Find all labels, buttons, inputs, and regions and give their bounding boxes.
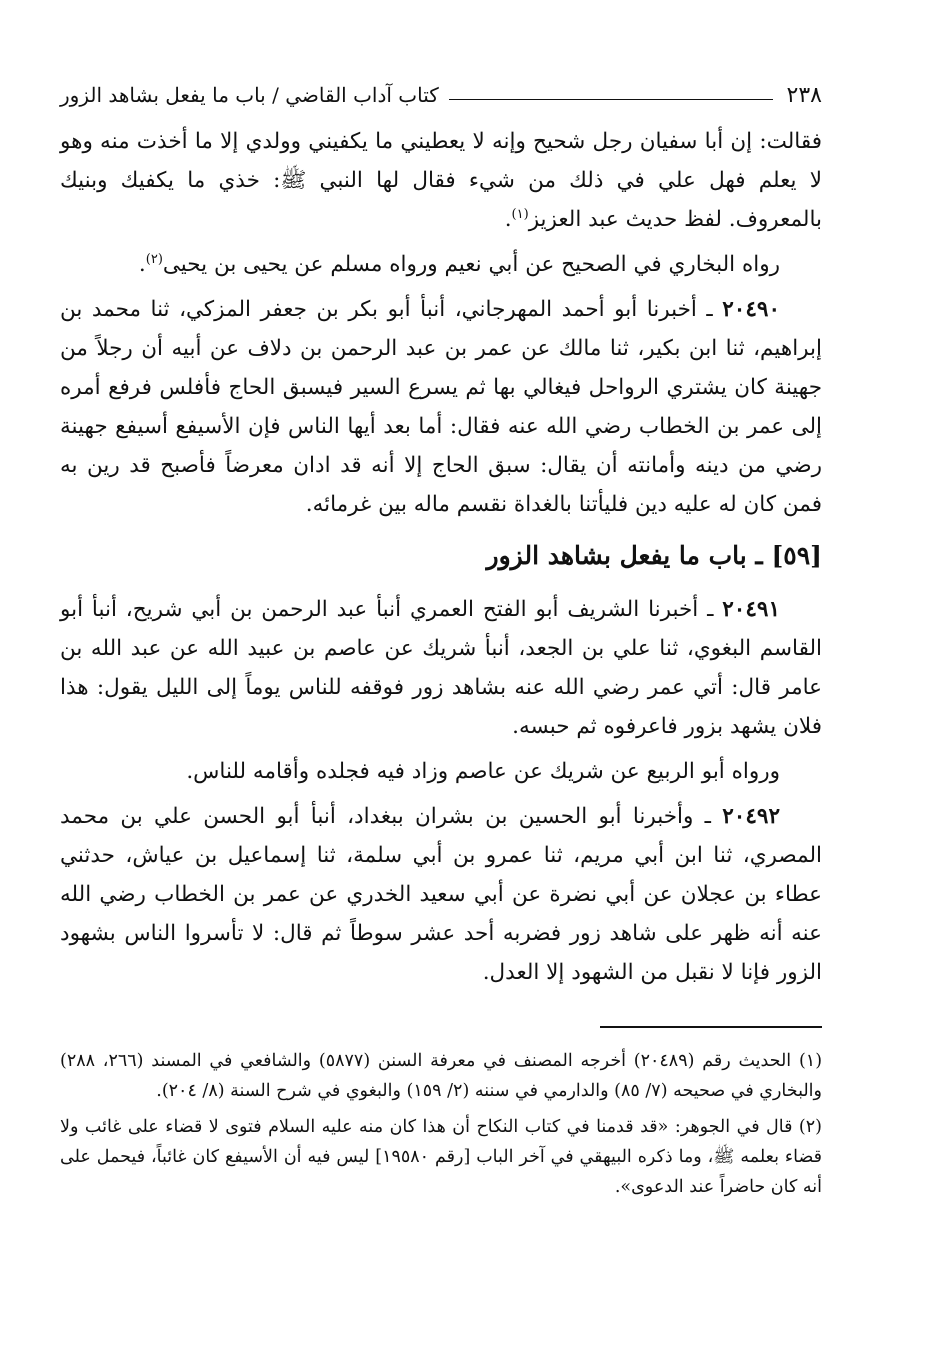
hadith-paragraph (60, 290, 822, 524)
footnote: (٢) قال في الجوهر: «قد قدمنا في كتاب النكاح أن هذا كان منه عليه السلام فتوى لا قضاء على غائب ولا قضاء بعلمه ﷺ، وما ذكره البيهقي في آخر الباب [رقم ١٩٥٨٠] ليس فيه أن الأسيفع كان غائباً، فيحمل على أنه كان حاضراً عند الدعوى». (60, 1117, 822, 1197)
paragraph-end: . (504, 207, 512, 232)
page-number: ٢٣٨ (786, 82, 822, 108)
footnote-ref: (٢) (145, 251, 163, 267)
chapter-heading: [٥٩] ـ باب ما يفعل بشاهد الزور (486, 541, 822, 570)
paragraph (60, 752, 822, 791)
paragraph-text: ورواه أبو الربيع عن شريك عن عاصم وزاد فيه فجلده وأقامه للناس. (186, 759, 780, 784)
hadith-number: ٢٠٤٩١ (722, 597, 780, 622)
paragraph-end: . (138, 252, 146, 277)
footnote-separator (600, 1026, 822, 1028)
paragraph-text: ـ وأخبرنا أبو الحسين بن بشران ببغداد، أنبأ أبو الحسن علي بن محمد المصري، ثنا ابن أبي مريم، ثنا عمرو بن أبي سلمة، ثنا إسماعيل بن عياش، حدثني عطاء بن عجلان عن أبي نضرة عن أبي سعيد الخدري عن عمر بن الخطاب رضي الله عنه أنه ظهر على شاهد زور فضربه أحد عشر سوطاً ثم قال: لا تأسروا الناس بشهود الزور فإنا لا نقبل من الشهود إلا العدل. (60, 804, 822, 985)
running-title: كتاب آداب القاضي / باب ما يفعل بشاهد الزور (60, 83, 439, 107)
hadith-paragraph (60, 590, 822, 746)
hadith-paragraph (60, 797, 822, 992)
footnote-ref: (١) (511, 206, 529, 222)
footnotes (60, 1046, 822, 1202)
running-head (60, 78, 822, 112)
paragraph-text: رواه البخاري في الصحيح عن أبي نعيم ورواه مسلم عن يحيى بن يحيى (162, 252, 780, 277)
page (60, 78, 822, 1208)
paragraph-text: ـ أخبرنا أبو أحمد المهرجاني، أنبأ أبو بكر بن جعفر المزكي، ثنا محمد بن إبراهيم، ثنا ابن بكير، ثنا مالك عن عمر بن عبد الرحمن بن دلاف عن أبيه أن رجلاً من جهينة كان يشتري الرواحل فيغالي بها ثم يسرع السير فيسبق الحاج فأفلس فرفع أمره إلى عمر بن الخطاب رضي الله عنه فقال: أما بعد أيها الناس فإن الأسيفع أسيفع جهينة رضي من دينه وأمانته أن يقال: سبق الحاج إلا أنه قد ادان معرضاً فأصبح قد رين به فمن كان له عليه دين فليأتنا بالغداة نقسم ماله بين غرمائه. (60, 297, 822, 517)
paragraph-text: فقالت: إن أبا سفيان رجل شحيح وإنه لا يعطيني ما يكفيني وولدي إلا ما أخذت منه وهو لا يعلم فهل علي في ذلك من شيء فقال لها النبي ﷺ: خذي ما يكفيك وبنيك بالمعروف. لفظ حديث عبد العزيز (60, 129, 822, 232)
hadith-number: ٢٠٤٩٢ (722, 804, 780, 829)
hadith-number: ٢٠٤٩٠ (722, 297, 780, 322)
paragraph (60, 122, 822, 239)
main-text (60, 122, 822, 992)
footnote: (١) الحديث رقم (٢٠٤٨٩) أخرجه المصنف في معرفة السنن (٥٨٧٧) والشافعي في المسند (٢٦٦، ٢٨٨) والبخاري في صحيحه (٧/ ٨٥) والدارمي في سننه (٢/ ١٥٩) والبغوي في شرح السنة (٨/ ٢٠٤). (60, 1051, 823, 1101)
header-rule (449, 99, 773, 100)
paragraph (60, 245, 822, 284)
paragraph-text: ـ أخبرنا الشريف أبو الفتح العمري أنبأ عبد الرحمن بن أبي شريح، أنبأ أبو القاسم البغوي، ثنا علي بن الجعد، أنبأ شريك عن عاصم بن عبيد الله عن عبد الله بن عامر قال: أتي عمر رضي الله عنه بشاهد زور فوقفه للناس يوماً إلى الليل يقول: هذا فلان يشهد بزور فاعرفوه ثم حبسه. (60, 597, 822, 739)
